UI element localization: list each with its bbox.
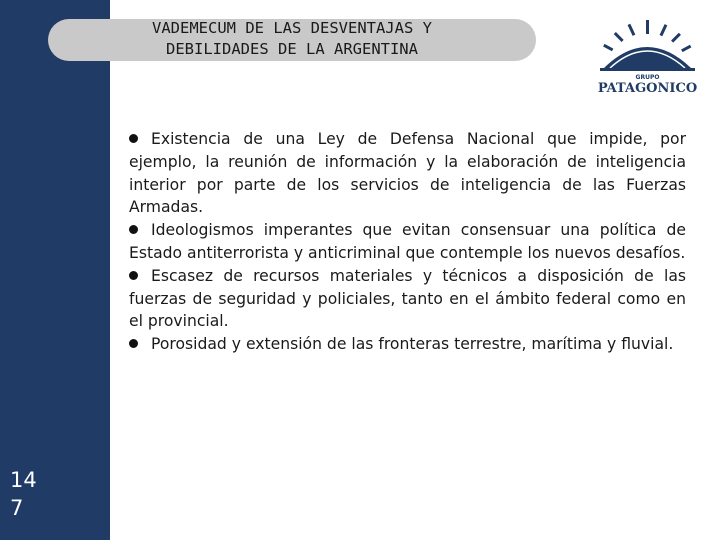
left-sidebar-band: [0, 0, 110, 540]
bullet-text: Escasez de recursos materiales y técnicos a disposición de las fuerzas de seguridad y policiales, tanto en el ámbito federal como en el provincial.: [129, 266, 686, 331]
bullet-dot-icon: [129, 134, 138, 143]
slide-title: VADEMECUM DE LAS DESVENTAJAS Y DEBILIDADES DE LA ARGENTINA: [152, 19, 432, 58]
bullet-item: [129, 219, 686, 265]
bullet-text: Existencia de una Ley de Defensa Nacional que impide, por ejemplo, la reunión de información y la elaboración de inteligencia interior por parte de los servicios de inteligencia de las Fuerzas Armadas.: [129, 130, 686, 217]
bullet-item: [129, 128, 686, 219]
grupo-patagonico-logo: [590, 18, 705, 96]
bullet-text: Ideologismos imperantes que evitan consensuar una política de Estado antiterrorista y anticriminal que contemple los nuevos desafíos.: [129, 221, 686, 262]
logo-grupo-text: GRUPO: [635, 74, 660, 81]
bullet-item: [129, 333, 686, 356]
bullet-text: Porosidad y extensión de las fronteras terrestre, marítima y fluvial.: [151, 335, 674, 354]
logo-patagonico-text: PATAGONICO: [597, 81, 698, 96]
bullet-dot-icon: [129, 339, 138, 348]
bullet-dot-icon: [129, 225, 138, 234]
bullet-dot-icon: [129, 271, 138, 280]
page-number: 14 7: [10, 468, 37, 520]
bullet-item: [129, 265, 686, 333]
bullet-list: [129, 128, 686, 356]
